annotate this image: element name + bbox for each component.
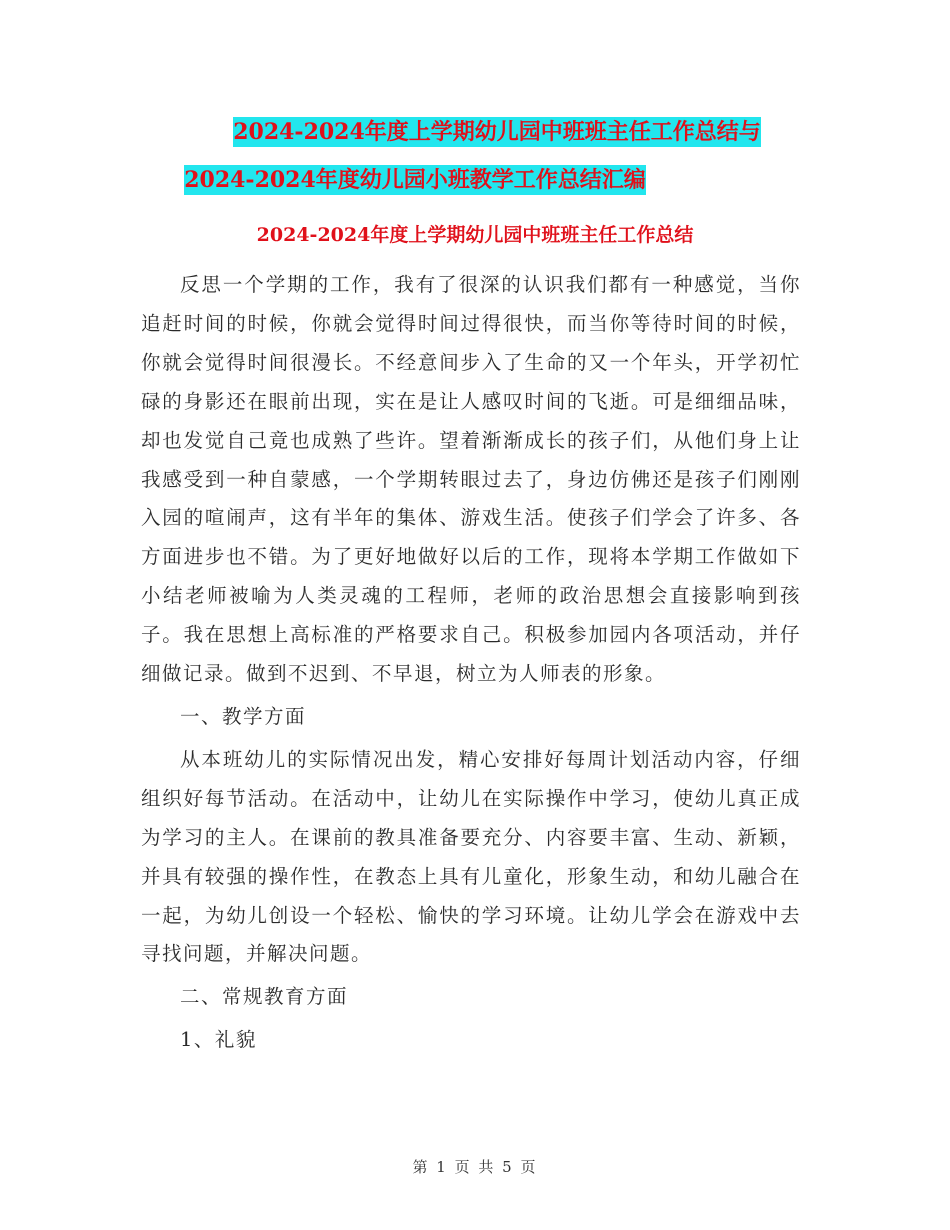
section-title: 2024-2024年度上学期幼儿园中班班主任工作总结 xyxy=(256,224,694,246)
document-title xyxy=(0,108,950,204)
page-footer: 第 1 页 共 5 页 xyxy=(412,1158,538,1176)
heading-routine-education: 二、常规教育方面 xyxy=(180,985,349,1009)
heading-manners: 1、礼貌 xyxy=(180,1028,257,1052)
document-title-line-2: 2024-2024年度幼儿园小班教学工作总结汇编 xyxy=(184,167,646,193)
paragraph-teaching: 从本班幼儿的实际情况出发，精心安排好每周计划活动内容，仔细组织好每节活动。在活动中，让幼儿在实际操作中学习，使幼儿真正成为学习的主人。在课前的教具准备要充分、内容要丰富、生动、新颖，并具有较强的操作性，在教态上具有儿童化，形象生动，和幼儿融合在一起，为幼儿创设一个轻松、愉快的学习环境。让幼儿学会在游戏中去寻找问题，并解决问题。 xyxy=(141,747,801,966)
document-body xyxy=(141,266,801,1060)
heading-teaching: 一、教学方面 xyxy=(180,704,307,728)
paragraph-intro: 反思一个学期的工作，我有了很深的认识我们都有一种感觉，当你追赶时间的时候，你就会觉得时间过得很快，而当你等待时间的时候，你就会觉得时间很漫长。不经意间步入了生命的又一个年头，开学初忙碌的身影还在眼前出现，实在是让人感叹时间的飞逝。可是细细品味，却也发觉自己竟也成熟了些许。望着渐渐成长的孩子们，从他们身上让我感受到一种自蒙感，一个学期转眼过去了，身边仿佛还是孩子们刚刚入园的喧闹声，这有半年的集体、游戏生活。使孩子们学会了许多、各方面进步也不错。为了更好地做好以后的工作，现将本学期工作做如下小结老师被喻为人类灵魂的工程师，老师的政治思想会直接影响到孩子。我在思想上高标准的严格要求自己。积极参加园内各项活动，并仔细做记录。做到不迟到、不早退，树立为人师表的形象。 xyxy=(141,273,801,686)
document-title-line-1: 2024-2024年度上学期幼儿园中班班主任工作总结与 xyxy=(233,119,761,145)
